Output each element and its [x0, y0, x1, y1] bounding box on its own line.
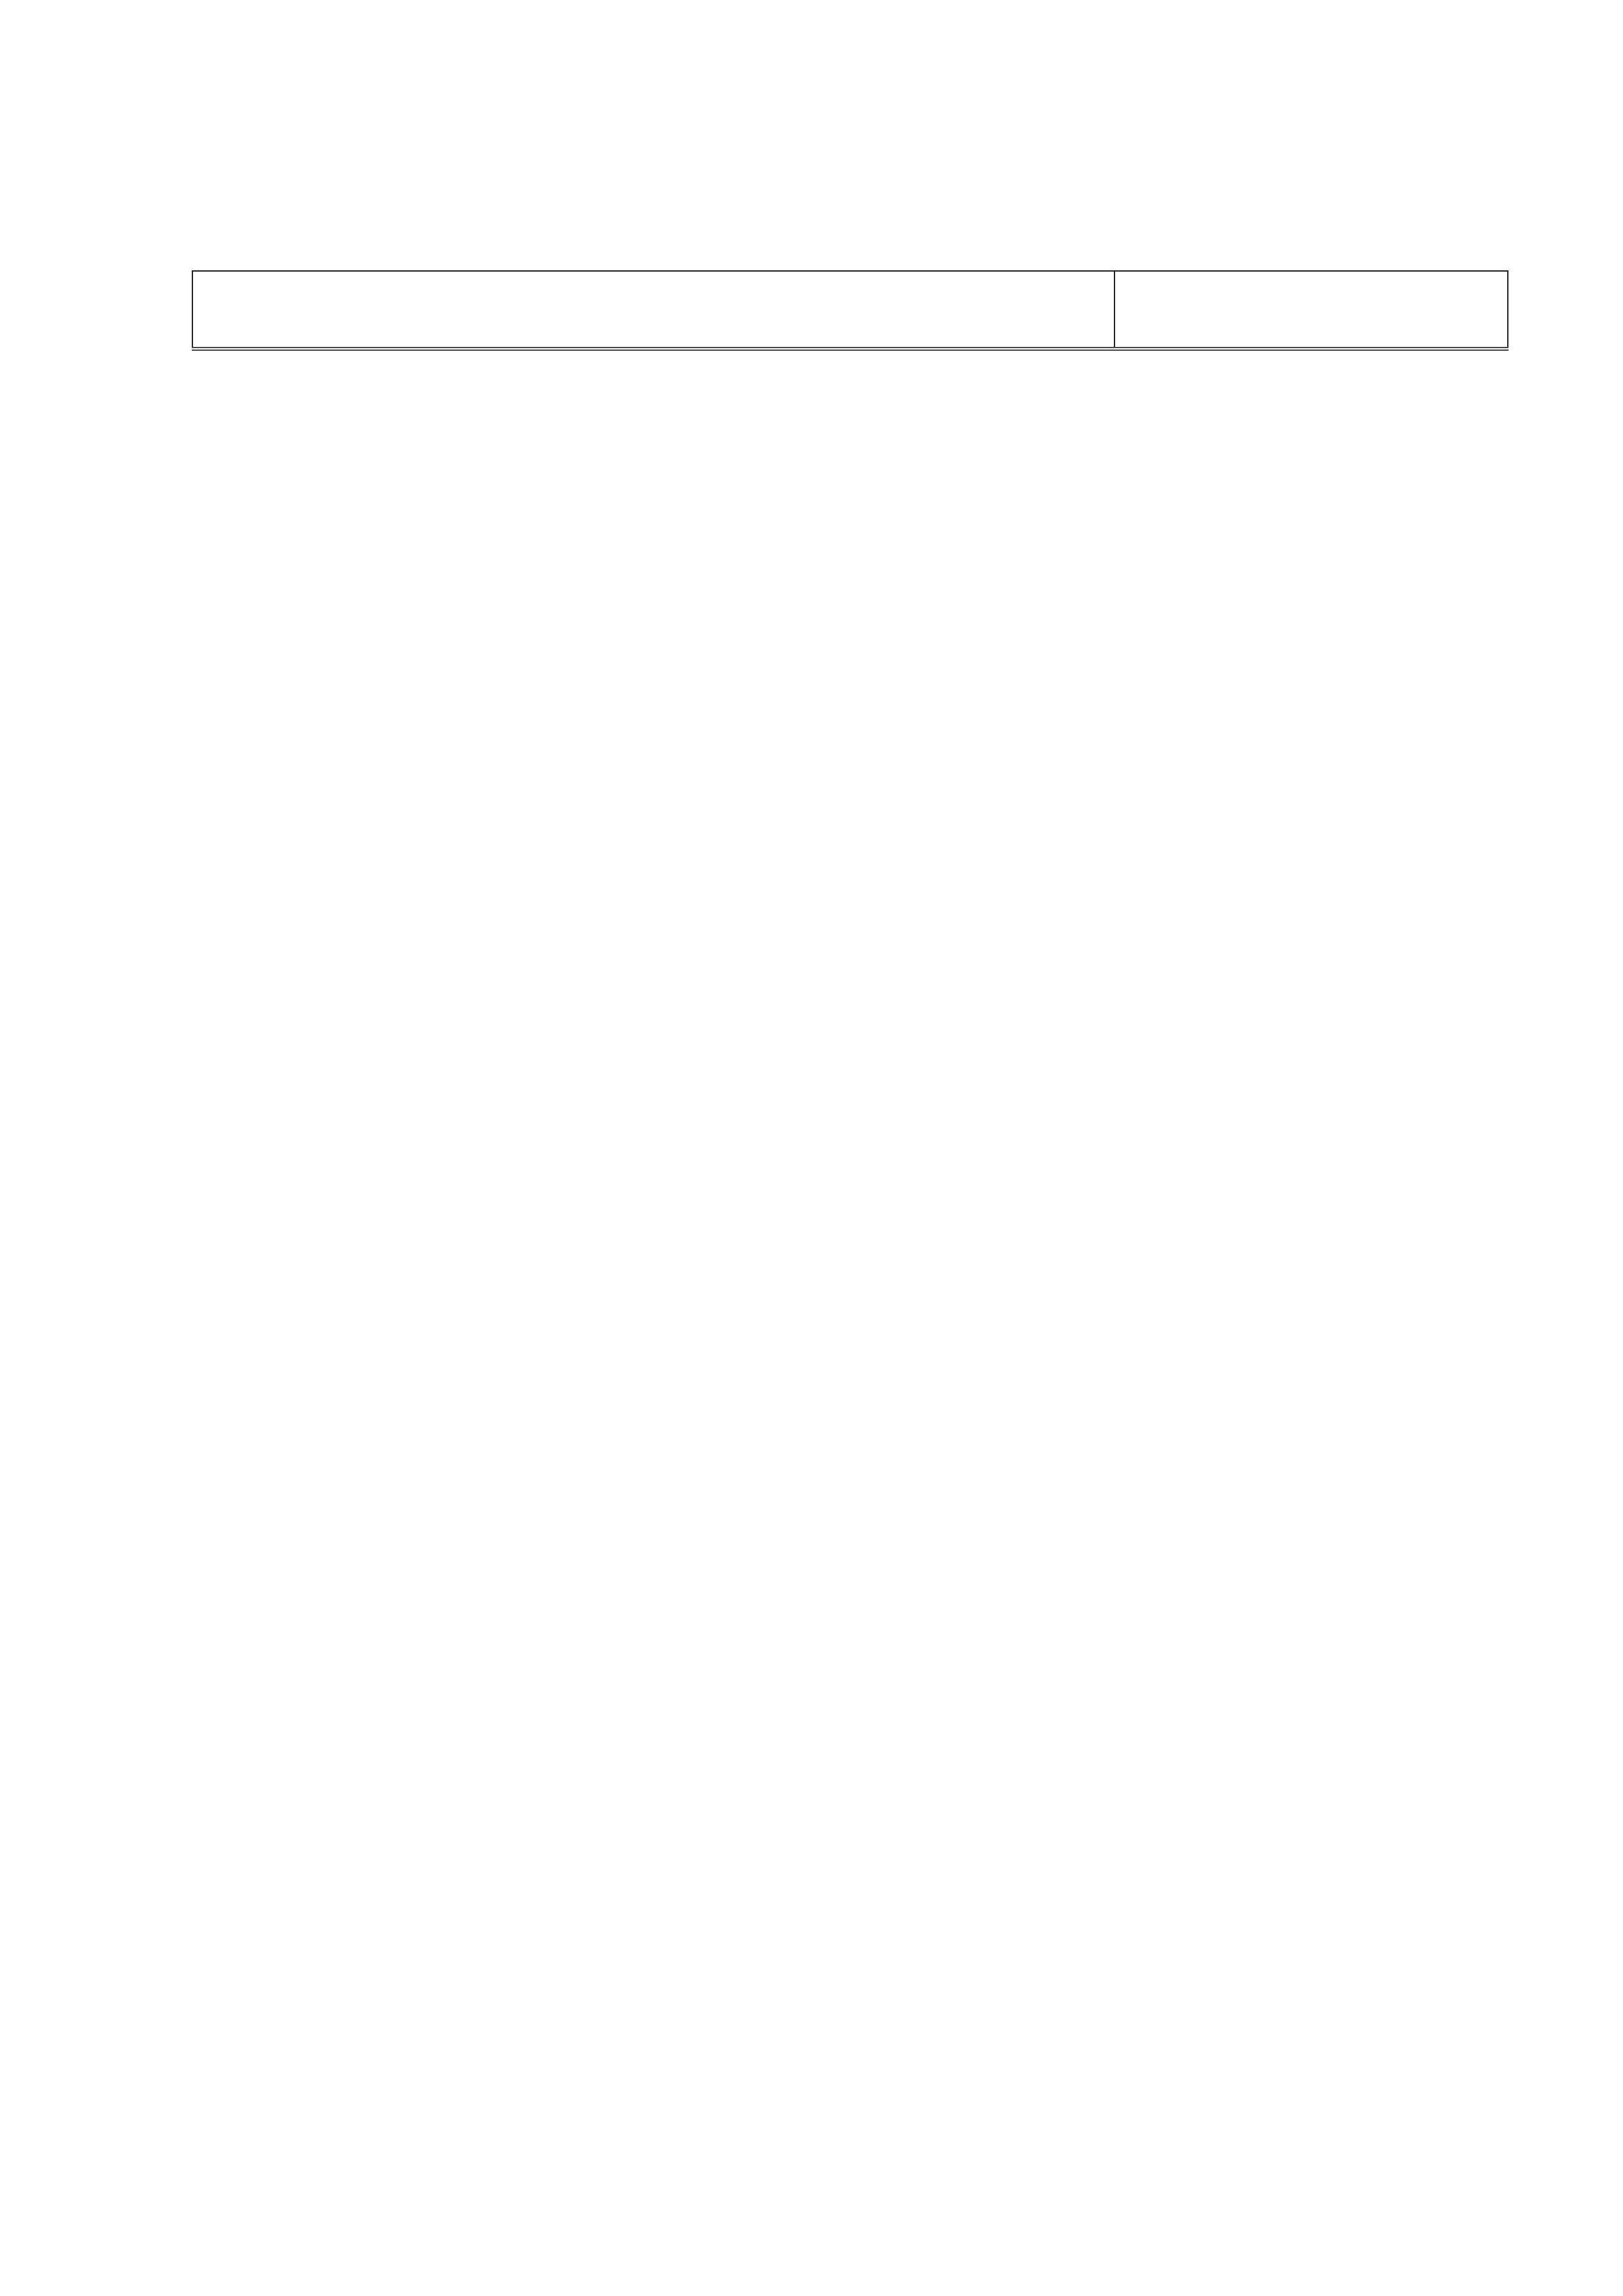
table-header-row	[192, 271, 1508, 349]
indicators-table	[192, 270, 1508, 351]
column-header-norm	[1115, 271, 1508, 349]
column-header-name	[192, 271, 1115, 349]
